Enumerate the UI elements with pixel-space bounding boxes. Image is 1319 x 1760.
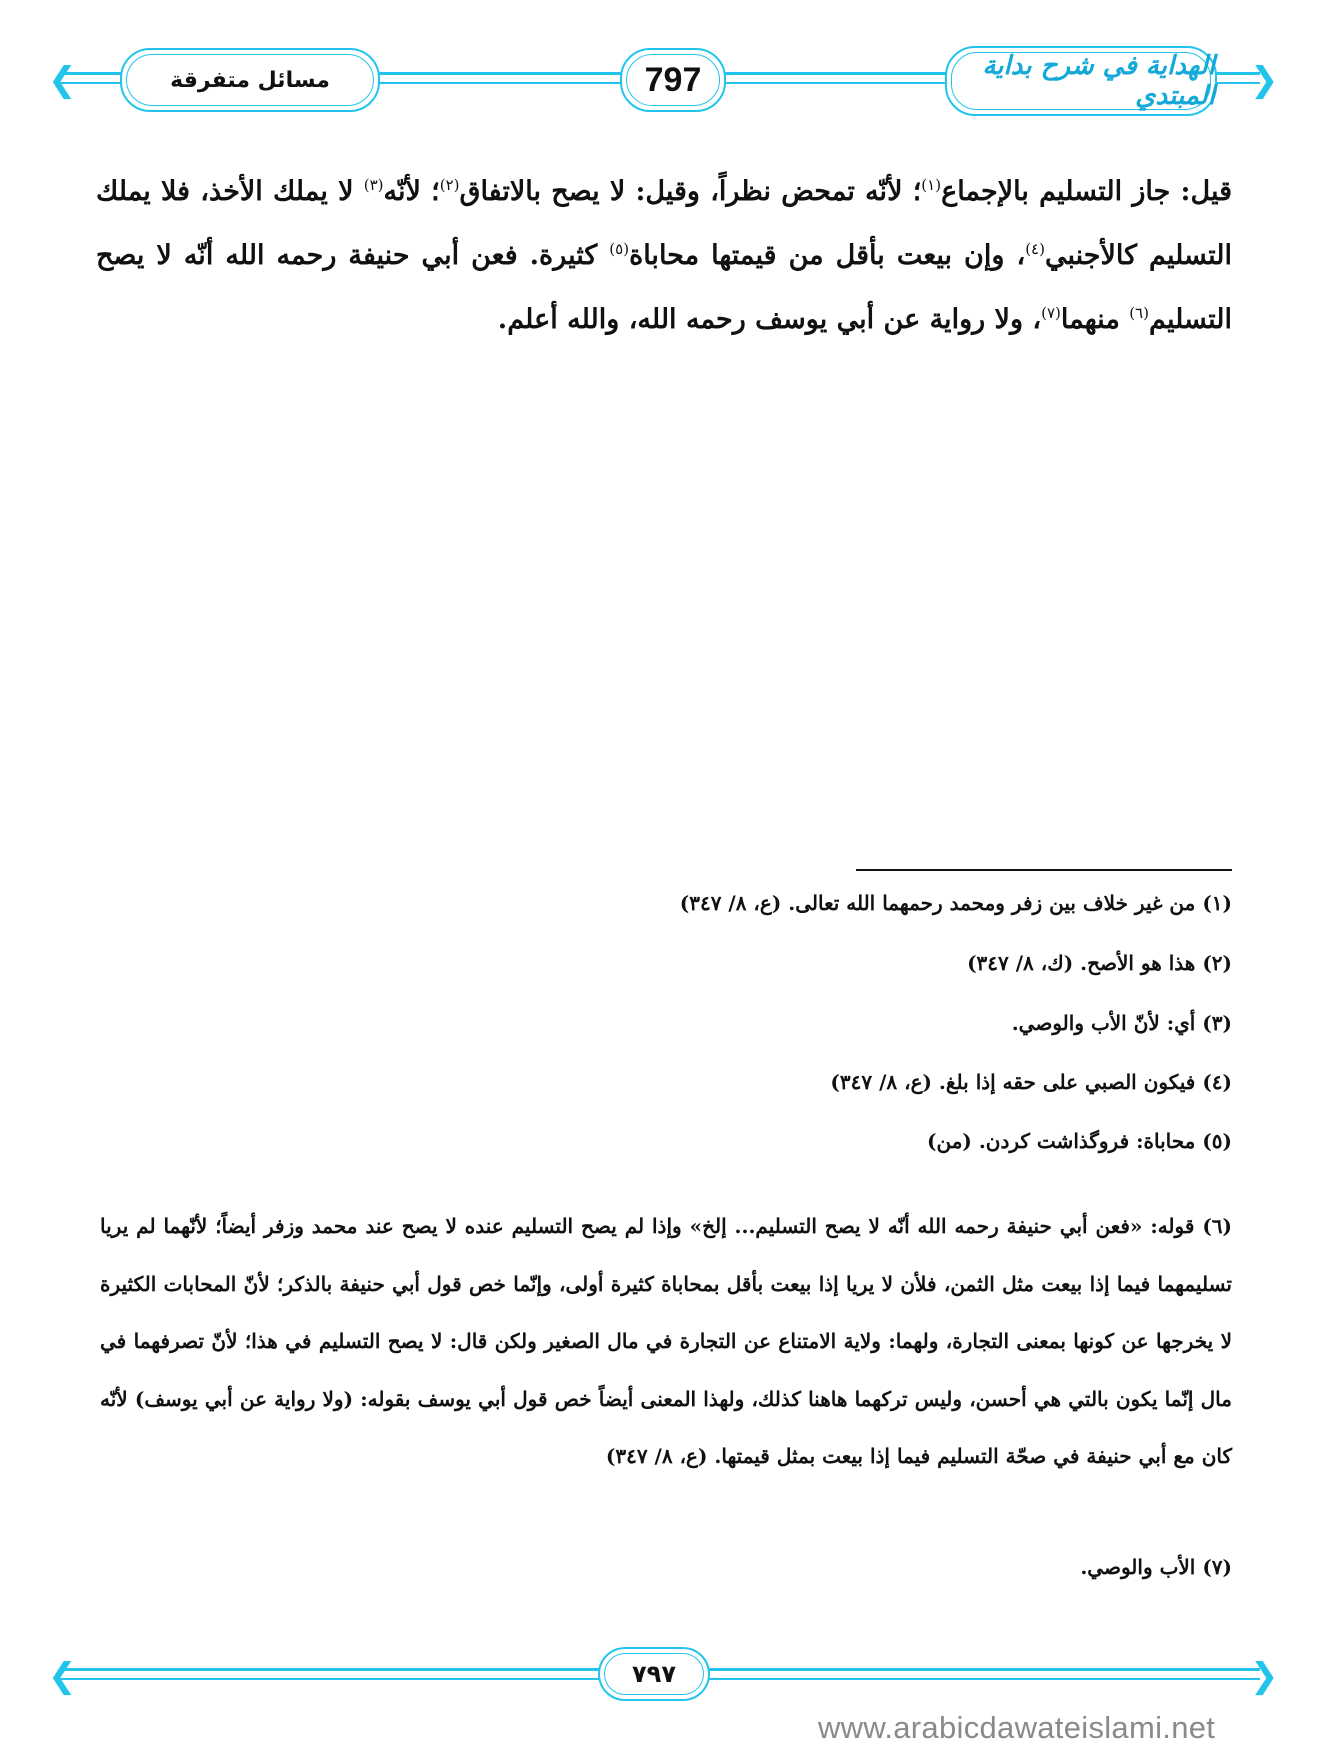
footnote-ref-5: (٥) <box>609 240 630 258</box>
page-number-badge <box>620 48 726 112</box>
footnote-ref-7: (٧) <box>1041 304 1061 322</box>
header-ornament-left-icon: ❮ <box>48 60 77 100</box>
footnote-ref-4: (٤) <box>1025 240 1045 258</box>
footnote-2: (٢) هذا هو الأصح. (ك، ٨/ ٣٤٧) <box>967 951 1232 975</box>
footer-page-number-badge <box>598 1647 710 1701</box>
main-text-segment: ؛ لأنّه تمحض نظراً، وقيل: لا يصح بالاتفاق <box>459 176 922 207</box>
main-text-segment: ، ولا رواية عن أبي يوسف رحمه الله، والله أعلم. <box>497 304 1042 335</box>
footnote-5: (٥) محاباة: فروگذاشت كردن. (من) <box>927 1129 1232 1153</box>
book-title-badge <box>945 46 1217 116</box>
website-url[interactable]: www.arabicdawateislami.net <box>818 1710 1216 1745</box>
page-number: 797 <box>644 60 702 99</box>
footnote-6 <box>100 1198 1232 1486</box>
header-ornament-right-icon: ❯ <box>1250 60 1279 100</box>
footnote-divider <box>856 869 1232 871</box>
book-title-logo: الهداية في شرح بداية المبتدي <box>982 51 1215 111</box>
main-text-segment: كثيرة. فعن أبي حنيفة رحمه الله أنّه لا يصح التسليم <box>96 240 1232 335</box>
main-text-segment: منهما <box>1060 304 1130 335</box>
footnote-ref-2: (٢) <box>439 176 460 194</box>
footnote-ref-3: (٣) <box>363 176 384 194</box>
footnote-4: (٤) فيكون الصبي على حقه إذا بلغ. (ع، ٨/ ٣٤٧) <box>830 1070 1232 1094</box>
main-text <box>96 160 1232 352</box>
footnote-7: (٧) الأب والوصي. <box>1080 1555 1232 1579</box>
main-text-segment: ؛ لأنّه <box>383 176 440 207</box>
footnote-ref-6: (٦) <box>1129 304 1149 322</box>
footnote-6-tail: لأنّه كان مع أبي حنيفة في صحّة التسليم فيما إذا بيعت بمثل قيمتها. (ع، ٨/ ٣٤٧) <box>100 1386 1232 1468</box>
section-title: مسائل متفرقة <box>170 67 330 93</box>
footer-ornament-right-icon: ❯ <box>1250 1656 1279 1696</box>
footnote-6-body: وإذا لم يصح التسليم عنده لا يصح عند محمد وزفر أيضاً؛ لأنّهما لم يريا تسليمهما فيما إذا بيعت مثل الثمن، فلأن لا يريا إذا بيعت بأقل بمحاباة كثيرة أولى، وإنّما خص قول أبي حنيفة بالذكر؛ لأنّ المحابات الكثيرة لا يخرجها عن كونها بمعنى التجارة، ولهما: ولاية الامتناع عن التجارة في مال الصغير ولكن قال: لا يصح التسليم في هذا؛ لأنّ تصرفهما في مال إنّما يكون بالتي هي أحسن، وليس تركهما هاهنا كذلك، ولهذا المعنى أيضاً خص قول أبي يوسف بقوله: <box>100 1214 1232 1411</box>
main-text-segment: لا يملك الأخذ، فلا يملك التسليم كالأجنبي <box>96 176 1232 271</box>
footer-page-number: ٧٩٧ <box>632 1660 676 1688</box>
section-title-badge <box>120 48 380 112</box>
footer-ornament-left-icon: ❮ <box>48 1656 77 1696</box>
footnote-6-quote: (ولا رواية عن أبي يوسف) <box>134 1386 354 1411</box>
main-text-segment: ، وإن بيعت بأقل من قيمتها محاباة <box>629 240 1026 271</box>
footnote-6-lead: (٦) قوله: «فعن أبي حنيفة رحمه الله أنّه لا يصح التسليم... إلخ» <box>689 1214 1232 1238</box>
footnote-ref-1: (١) <box>921 176 942 194</box>
main-text-segment: قيل: جاز التسليم بالإجماع <box>941 176 1233 207</box>
footnote-3: (٣) أي: لأنّ الأب والوصي. <box>1011 1011 1232 1035</box>
footnote-1: (١) من غير خلاف بين زفر ومحمد رحمهما الله تعالى. (ع، ٨/ ٣٤٧) <box>679 891 1232 915</box>
